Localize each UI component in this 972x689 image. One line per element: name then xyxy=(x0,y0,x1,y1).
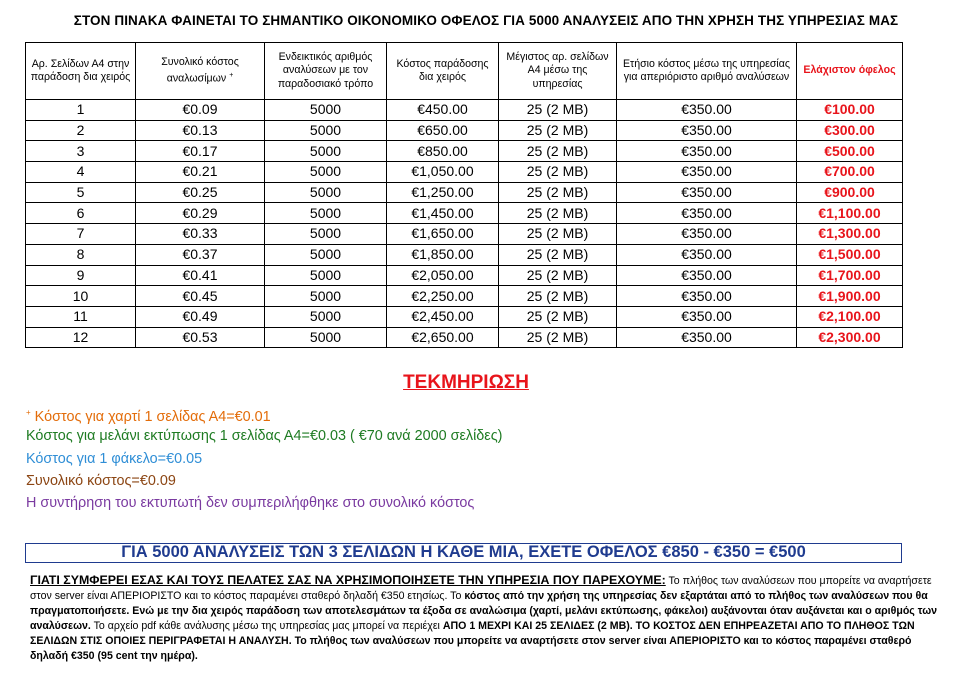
analyses-count-cell: 5000 xyxy=(265,224,387,245)
max-pages-cell: 25 (2 MB) xyxy=(499,244,617,265)
table-row xyxy=(26,100,903,121)
consumables-cost-cell: €0.49 xyxy=(136,306,265,327)
hand-delivery-cost-cell: €2,450.00 xyxy=(387,306,499,327)
table-row xyxy=(26,286,903,307)
pages-cell: 10 xyxy=(26,286,136,307)
min-benefit-cell: €1,900.00 xyxy=(797,286,903,307)
annual-cost-cell: €350.00 xyxy=(617,182,797,203)
documentation-heading: ΤΕΚΜΗΡΙΩΣΗ xyxy=(403,372,529,393)
pages-cell: 5 xyxy=(26,182,136,203)
hand-delivery-cost-cell: €650.00 xyxy=(387,120,499,141)
max-pages-cell: 25 (2 MB) xyxy=(499,265,617,286)
analyses-count-cell: 5000 xyxy=(265,120,387,141)
analyses-count-cell: 5000 xyxy=(265,244,387,265)
pages-cell: 7 xyxy=(26,224,136,245)
header-analyses-count: Ενδεικτικός αριθμός αναλύσεων με τον παραδοσιακό τρόπο xyxy=(265,43,387,100)
analyses-count-cell: 5000 xyxy=(265,162,387,183)
analyses-count-cell: 5000 xyxy=(265,286,387,307)
table-row xyxy=(26,265,903,286)
max-pages-cell: 25 (2 MB) xyxy=(499,203,617,224)
pages-cell: 9 xyxy=(26,265,136,286)
table-row xyxy=(26,244,903,265)
page-title: ΣΤΟΝ ΠΙΝΑΚΑ ΦΑΙΝΕΤΑΙ ΤΟ ΣΗΜΑΝΤΙΚΟ ΟΙΚΟΝΟΜΙΚΟ ΟΦΕΛΟΣ ΓΙΑ 5000 ΑΝΑΛΥΣΕΙΣ ΑΠΟ ΤΗΝ ΧΡΗΣΗ ΤΗΣ ΥΠΗΡΕΣΙΑΣ ΜΑΣ xyxy=(73,13,899,28)
pages-cell: 12 xyxy=(26,327,136,348)
hand-delivery-cost-cell: €2,250.00 xyxy=(387,286,499,307)
hand-delivery-cost-cell: €2,050.00 xyxy=(387,265,499,286)
envelope-cost-note: Κόστος για 1 φάκελο=€0.05 xyxy=(26,451,203,467)
hand-delivery-cost-cell: €2,650.00 xyxy=(387,327,499,348)
min-benefit-cell: €1,500.00 xyxy=(797,244,903,265)
max-pages-cell: 25 (2 MB) xyxy=(499,306,617,327)
table-row xyxy=(26,182,903,203)
hand-delivery-cost-cell: €1,250.00 xyxy=(387,182,499,203)
why-paragraph xyxy=(30,573,950,664)
pages-cell: 11 xyxy=(26,306,136,327)
cost-comparison-table xyxy=(25,42,903,348)
table-row xyxy=(26,162,903,183)
pages-cell: 3 xyxy=(26,141,136,162)
min-benefit-cell: €100.00 xyxy=(797,100,903,121)
annual-cost-cell: €350.00 xyxy=(617,162,797,183)
analyses-count-cell: 5000 xyxy=(265,306,387,327)
min-benefit-cell: €500.00 xyxy=(797,141,903,162)
table-row xyxy=(26,120,903,141)
consumables-cost-cell: €0.37 xyxy=(136,244,265,265)
total-cost-note: Συνολικό κόστος=€0.09 xyxy=(26,473,176,489)
min-benefit-cell: €1,100.00 xyxy=(797,203,903,224)
header-min-benefit: Ελάχιστον όφελος xyxy=(797,43,903,100)
maintenance-note: Η συντήρηση του εκτυπωτή δεν συμπεριλήφθηκε στο συνολικό κόστος xyxy=(26,495,475,511)
table-row xyxy=(26,203,903,224)
analyses-count-cell: 5000 xyxy=(265,327,387,348)
ink-cost-note: Κόστος για μελάνι εκτύπωσης 1 σελίδας Α4=€0.03 ( €70 ανά 2000 σελίδες) xyxy=(26,428,503,444)
why-text-2: κόστος από την χρήση της υπηρεσίας δεν εξαρτάται από το πλήθος των αναλύσεων που θα πραγματοποιήσετε. Ενώ με την δια χειρός παράδοση των αποτελεσμάτων τα έξοδα σε αναλώσιμα (χαρτί, μελάνι εκτύπωσης, φάκελοι) αυξάνονται όταν αυξάνεται και ο αριθμός των αναλύσεων. xyxy=(30,590,938,632)
pages-cell: 8 xyxy=(26,244,136,265)
max-pages-cell: 25 (2 MB) xyxy=(499,141,617,162)
table-row xyxy=(26,224,903,245)
min-benefit-cell: €2,300.00 xyxy=(797,327,903,348)
pages-cell: 1 xyxy=(26,100,136,121)
consumables-cost-cell: €0.45 xyxy=(136,286,265,307)
table-row xyxy=(26,306,903,327)
annual-cost-cell: €350.00 xyxy=(617,286,797,307)
analyses-count-cell: 5000 xyxy=(265,203,387,224)
hand-delivery-cost-cell: €1,050.00 xyxy=(387,162,499,183)
annual-cost-cell: €350.00 xyxy=(617,141,797,162)
benefit-banner: ΓΙΑ 5000 ΑΝΑΛΥΣΕΙΣ ΤΩΝ 3 ΣΕΛΙΔΩΝ Η ΚΑΘΕ ΜΙΑ, ΕΧΕΤΕ ΟΦΕΛΟΣ €850 - €350 = €500 xyxy=(25,543,902,563)
consumables-cost-cell: €0.41 xyxy=(136,265,265,286)
analyses-count-cell: 5000 xyxy=(265,141,387,162)
consumables-cost-cell: €0.29 xyxy=(136,203,265,224)
header-pages: Αρ. Σελίδων Α4 στην παράδοση δια χειρός xyxy=(26,43,136,100)
max-pages-cell: 25 (2 MB) xyxy=(499,286,617,307)
analyses-count-cell: 5000 xyxy=(265,182,387,203)
hand-delivery-cost-cell: €1,450.00 xyxy=(387,203,499,224)
table-row xyxy=(26,141,903,162)
min-benefit-cell: €2,100.00 xyxy=(797,306,903,327)
annual-cost-cell: €350.00 xyxy=(617,244,797,265)
min-benefit-cell: €900.00 xyxy=(797,182,903,203)
header-consumables-cost: Συνολικό κόστος αναλωσίμων + xyxy=(136,43,265,100)
why-lead: ΓΙΑΤΙ ΣΥΜΦΕΡΕΙ ΕΣΑΣ ΚΑΙ ΤΟΥΣ ΠΕΛΑΤΕΣ ΣΑΣ ΝΑ ΧΡΗΣΙΜΟΠΟΙΗΣΕΤΕ ΤΗΝ ΥΠΗΡΕΣΙΑ ΠΟΥ ΠΑΡΕΧΟΥΜΕ: xyxy=(30,573,666,587)
max-pages-cell: 25 (2 MB) xyxy=(499,224,617,245)
table-header-row xyxy=(26,43,903,100)
pages-cell: 2 xyxy=(26,120,136,141)
max-pages-cell: 25 (2 MB) xyxy=(499,182,617,203)
analyses-count-cell: 5000 xyxy=(265,100,387,121)
paper-cost-note: + Κόστος για χαρτί 1 σελίδας Α4=€0.01 xyxy=(26,408,271,425)
max-pages-cell: 25 (2 MB) xyxy=(499,327,617,348)
consumables-cost-cell: €0.25 xyxy=(136,182,265,203)
table-row xyxy=(26,327,903,348)
footnote-marker: + xyxy=(229,72,234,80)
consumables-cost-cell: €0.13 xyxy=(136,120,265,141)
header-max-pages: Μέγιστος αρ. σελίδων Α4 μέσω της υπηρεσίας xyxy=(499,43,617,100)
annual-cost-cell: €350.00 xyxy=(617,265,797,286)
pages-cell: 4 xyxy=(26,162,136,183)
annual-cost-cell: €350.00 xyxy=(617,203,797,224)
min-benefit-cell: €300.00 xyxy=(797,120,903,141)
annual-cost-cell: €350.00 xyxy=(617,224,797,245)
min-benefit-cell: €1,300.00 xyxy=(797,224,903,245)
max-pages-cell: 25 (2 MB) xyxy=(499,120,617,141)
hand-delivery-cost-cell: €450.00 xyxy=(387,100,499,121)
consumables-cost-cell: €0.17 xyxy=(136,141,265,162)
pages-cell: 6 xyxy=(26,203,136,224)
header-annual-cost: Ετήσιο κόστος μέσω της υπηρεσίας για απεριόριστο αριθμό αναλύσεων xyxy=(617,43,797,100)
min-benefit-cell: €1,700.00 xyxy=(797,265,903,286)
hand-delivery-cost-cell: €850.00 xyxy=(387,141,499,162)
annual-cost-cell: €350.00 xyxy=(617,306,797,327)
analyses-count-cell: 5000 xyxy=(265,265,387,286)
why-text-1: Το πλήθος των αναλύσεων που μπορείτε να αναρτήσετε στον server είναι ΑΠΕΡΙΟΡΙΣΤΟ και το κόστος παραμένει σταθερό δηλαδή €350 ετησίως. Το xyxy=(30,575,932,602)
max-pages-cell: 25 (2 MB) xyxy=(499,162,617,183)
annual-cost-cell: €350.00 xyxy=(617,327,797,348)
why-text-4: ΑΠΟ 1 ΜΕΧΡΙ ΚΑΙ 25 ΣΕΛΙΔΕΣ (2 MB). ΤΟ ΚΟΣΤΟΣ ΔΕΝ ΕΠΗΡΕΑΖΕΤΑΙ ΑΠΟ ΤΟ ΠΛΗΘΟΣ ΤΩΝ ΣΕΛΙΔΩΝ ΣΤΙΣ ΟΠΟΙΕΣ ΠΕΡΙΓΡΑΦΕΤΑΙ Η ΑΝΑΛΥΣΗ. Το πλήθος των αναλύσεων που μπορείτε να αναρτήσετε στον server είναι ΑΠΕΡΙΟΡΙΣΤΟ και το κόστος παραμένει σταθερό δηλαδή €350 (95 cent την ημέρα). xyxy=(30,620,915,662)
annual-cost-cell: €350.00 xyxy=(617,100,797,121)
why-text-3: Το αρχείο pdf κάθε ανάλυσης μέσω της υπηρεσίας μας μπορεί να περιέχει xyxy=(90,620,443,632)
consumables-cost-cell: €0.09 xyxy=(136,100,265,121)
min-benefit-cell: €700.00 xyxy=(797,162,903,183)
max-pages-cell: 25 (2 MB) xyxy=(499,100,617,121)
consumables-cost-cell: €0.21 xyxy=(136,162,265,183)
hand-delivery-cost-cell: €1,850.00 xyxy=(387,244,499,265)
consumables-cost-cell: €0.33 xyxy=(136,224,265,245)
consumables-cost-cell: €0.53 xyxy=(136,327,265,348)
header-hand-delivery-cost: Κόστος παράδοσης δια χειρός xyxy=(387,43,499,100)
annual-cost-cell: €350.00 xyxy=(617,120,797,141)
hand-delivery-cost-cell: €1,650.00 xyxy=(387,224,499,245)
